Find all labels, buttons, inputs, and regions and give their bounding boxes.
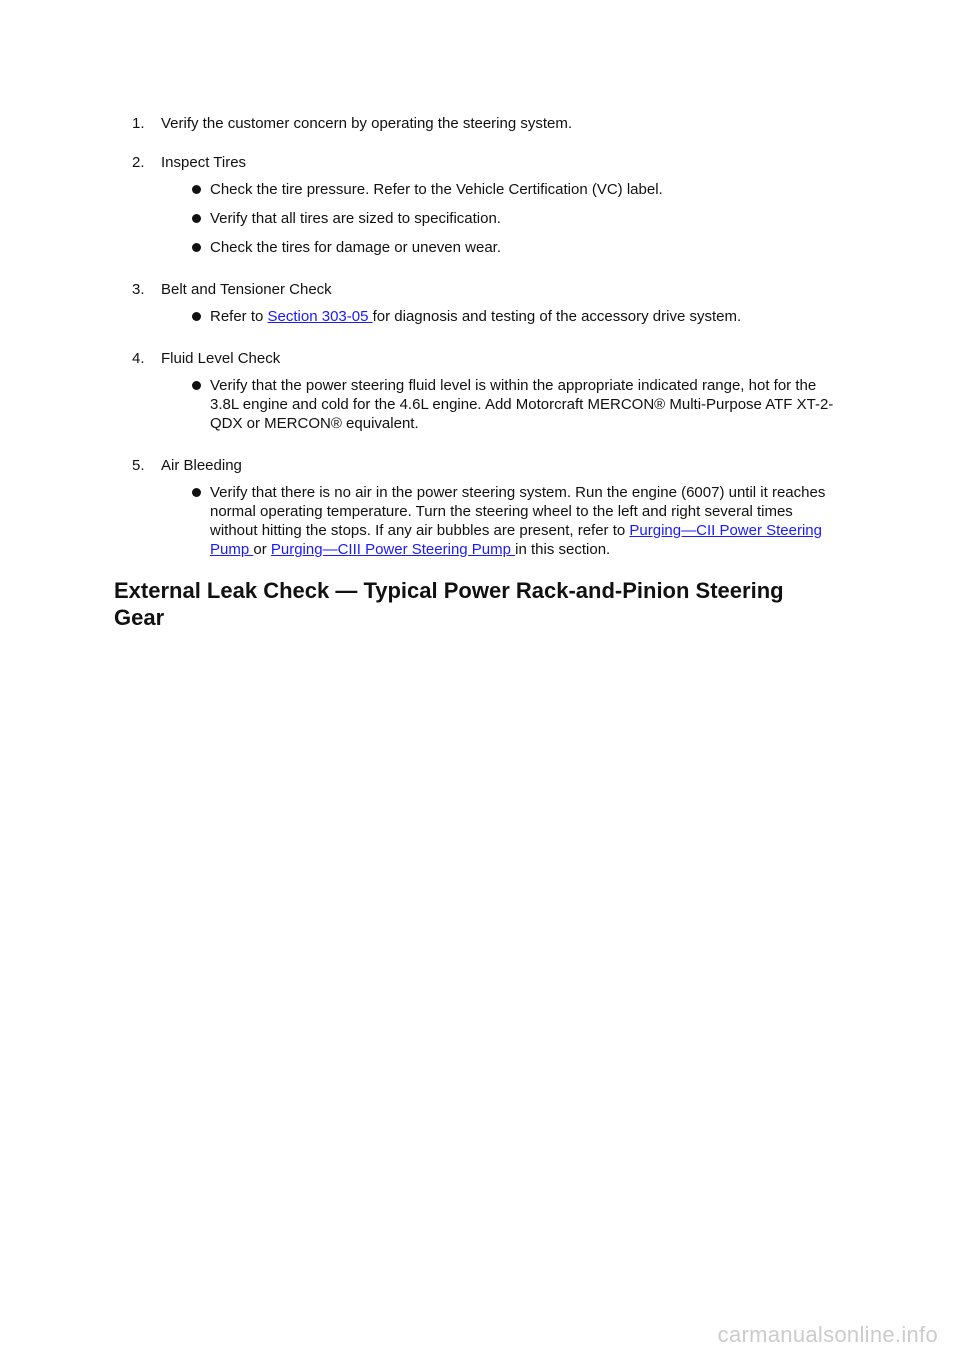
step-number: 4. <box>132 350 145 367</box>
bullet-icon <box>192 214 201 223</box>
step-title: Verify the customer concern by operating the steering system. <box>161 115 573 132</box>
step-title: Inspect Tires <box>161 154 247 171</box>
purging-cii-link[interactable]: Purging—CII Power Steering Pump <box>210 522 822 558</box>
step-number: 2. <box>132 154 145 171</box>
document-page: 1. Verify the customer concern by operating the steering system. 2. Inspect Tires Check the tire pressure. Refer to the Vehicle Certification (VC) label. Verify that all tires are sized to specification. Check the tires for damage or uneven wear. 3. Belt and Tensioner Check Refer to Section 303-05 for diagnosis and testing of the accessory drive system. 4. Fluid Level Check Verify that the power steering fluid level is within the appropriate indicated range, hot for the 3.8L engine and cold for the 4.6L engine. Add Motorcraft MERCON® Multi-Purpose ATF XT-2-QDX or MERCON® equivalent. 5. Air Bleeding Verify that there is no air in the power steering system. Run the engine (6007) until it reaches normal operating temperature. Turn the steering wheel to the left and right several times without hitting the stops. If any air bubbles are present, refer to Purging—CII Power Steering Pump or Purging—CIII Power Steering Pump in this section. External Leak Check — Typical Power Rack-and-Pinion Steering Gear carmanualsonline.info <box>114 115 938 1347</box>
bullet-icon <box>192 381 201 390</box>
bullet-icon <box>192 312 201 321</box>
bullet-icon <box>192 243 201 252</box>
section-303-05-link[interactable]: Section 303-05 <box>267 308 373 325</box>
step-number: 5. <box>132 457 145 474</box>
step-number: 3. <box>132 281 145 298</box>
step-title: Belt and Tensioner Check <box>161 281 332 298</box>
bullet-icon <box>192 488 201 497</box>
step-title: Air Bleeding <box>161 457 242 474</box>
purging-ciii-link[interactable]: Purging—CIII Power Steering Pump <box>270 541 516 558</box>
section-heading: External Leak Check — Typical Power Rack-and-Pinion Steering Gear <box>114 578 784 630</box>
bullet-icon <box>192 185 201 194</box>
watermark: carmanualsonline.info <box>717 1322 938 1347</box>
step-number: 1. <box>132 115 145 132</box>
step-title: Fluid Level Check <box>161 350 281 367</box>
